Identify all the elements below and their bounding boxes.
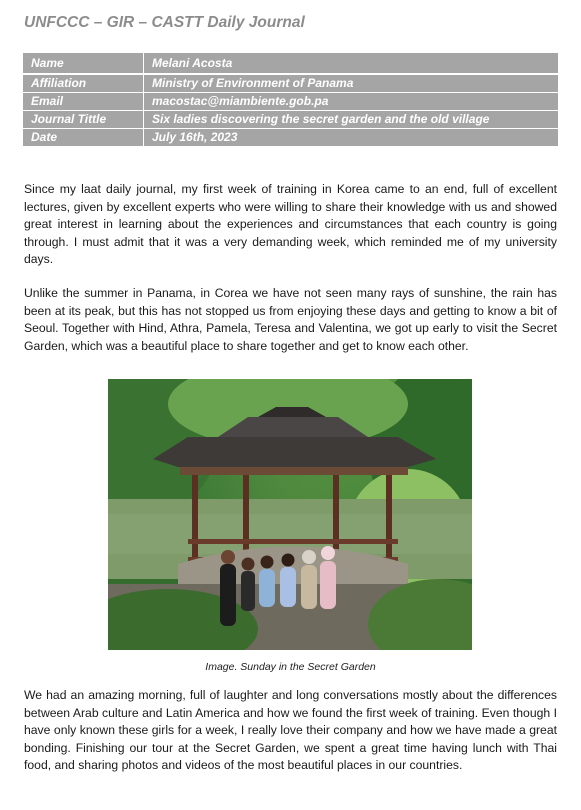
journal-title-label: Journal Tittle (23, 111, 144, 129)
journal-header-title: UNFCCC – GIR – CASTT Daily Journal (24, 14, 305, 31)
paragraph-secret-garden-visit: Unlike the summer in Panama, in Corea we have not seen many rays of sunshine, the rain has been at its peak, but this has not stopped us from enjoying these days and getting to know a bit of Seoul. Together with Hind, Athra, Pamela, Teresa and Valentina, we got up early to visit the Secret Garden, which was a beautiful place to share together and get to know each other. (24, 286, 557, 353)
paragraph-amazing-morning: We had an amazing morning, full of laughter and long conversations mostly about the differences between Arab culture and Latin America and how we found the first week of training. Even though I have only known these girls for a week, I really love their company and how we have made a great bonding. Finishing our tour at the Secret Garden, we spent a great time having lunch with Thai food, and sharing photos and videos of the most beautiful places in our countries. (24, 688, 557, 773)
secret-garden-photo (108, 379, 472, 650)
info-row-name (23, 53, 558, 74)
affiliation-label: Affiliation (23, 74, 144, 93)
name-label: Name (23, 53, 144, 74)
name-value: Melani Acosta (144, 53, 559, 74)
info-table (23, 53, 558, 146)
email-label: Email (23, 93, 144, 111)
photo-caption: Image. Sunday in the Secret Garden (205, 661, 376, 673)
info-row-affiliation (23, 74, 558, 93)
info-row-journal-title (23, 111, 558, 129)
email-value: macostac@miambiente.gob.pa (144, 93, 559, 111)
journal-title-value: Six ladies discovering the secret garden and the old village (144, 111, 559, 129)
info-row-email (23, 93, 558, 111)
paragraph-first-week: Since my laat daily journal, my first week of training in Korea came to an end, full of excellent lectures, given by excellent experts who were willing to share their knowledge with us and showed great interest in learning about the experiences and circumstances that each country is going through. I must admit that it was a very demanding week, which reminded me of my university days. (24, 182, 557, 267)
date-value: July 16th, 2023 (152, 130, 238, 144)
date-label: Date (23, 129, 144, 147)
affiliation-value: Ministry of Environment of Panama (144, 74, 559, 93)
info-row-date (23, 129, 558, 147)
photo-illustration (108, 379, 472, 650)
